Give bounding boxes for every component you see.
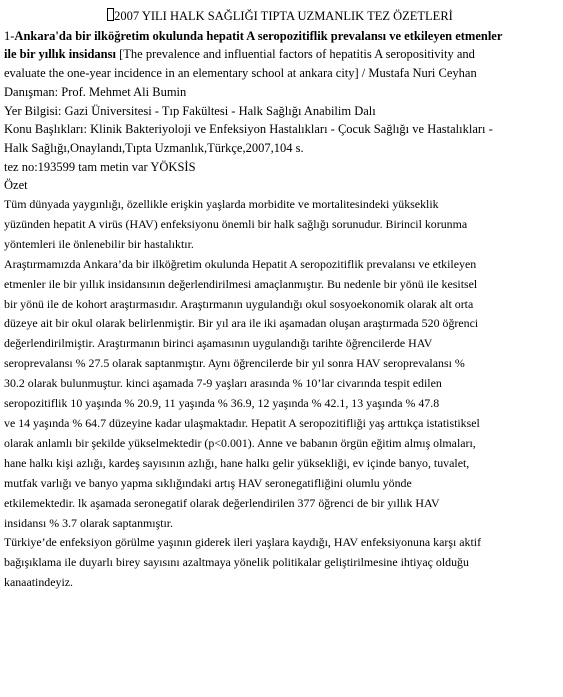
thesis-english-title-1: [The prevalence and influential factors of hepatitis A seropositivity and: [115, 47, 475, 62]
thesis-number: tez no:193599 tam metin var YÖKSİS: [4, 159, 196, 174]
summary-line: ve 14 yaşında % 64.7 düzeyine kadar ulaşmaktadır. Hepatit A seropozitifliği yaş arttıkça istatistiksel: [4, 416, 480, 430]
summary-line: yüzünden hepatit A virüs (HAV) enfeksiyonu önemli bir halk sağlığı sorunudur. Birincil korunma: [4, 216, 468, 231]
thesis-number-prefix: 1-: [4, 28, 15, 43]
document-header-title: 2007 YILI HALK SAĞLIĞI TIPTA UZMANLIK TEZ ÖZETLERİ: [114, 9, 453, 23]
thesis-location: Yer Bilgisi: Gazi Üniversitesi - Tıp Fakültesi - Halk Sağlığı Anabilim Dalı: [4, 103, 376, 118]
thesis-title-line-2: [4, 45, 556, 64]
summary-line: mutfak varlığı ve banyo yapma sıklığındaki artış HAV seronegatifliğini olumlu yönde: [4, 475, 412, 490]
summary-line: Tüm dünyada yaygınlığı, özellikle erişkin yaşlarda morbidite ve mortalitesindeki yükseklik: [4, 197, 439, 212]
summary-line: değerlendirilmiştir. Araştırmanın birinci aşamasının uygulandığı tarihte öğrencilerde HAV: [4, 336, 433, 351]
thesis-english-title-2: evaluate the one-year incidence in an elementary school at ankara city] / Mustafa Nuri Ceyhan: [4, 66, 477, 81]
summary-line: hane halkı kişi azlığı, kardeş sayısının azlığı, hane halkı gelir yüksekliği, ev içinde banyo, tuvalet,: [4, 455, 470, 470]
thesis-abstract-page: [4, 7, 556, 593]
summary-line: bağışıklama ile duyarlı birey sayısını azaltmaya yönelik politikalar geliştirilmesine ihtiyaç olduğu: [4, 555, 469, 570]
thesis-title-bold-2: ile bir yıllık insidansı: [4, 47, 116, 62]
summary-line: 30.2 olarak bulunmuştur. kinci aşamada 7-9 yaşları arasında % 10’lar civarında tespit edilen: [4, 376, 442, 391]
summary-line: seropozitiflik 10 yaşında % 20.9, 11 yaşında % 36.9, 12 yaşında % 42.1, 13 yaşında % 47.8: [4, 396, 440, 411]
summary-line: Araştırmamızda Ankara’da bir ilköğretim okulunda Hepatit A seropozitiflik prevalansı ve etkileyen: [4, 256, 477, 271]
thesis-subjects-2: Halk Sağlığı,Onaylandı,Tıpta Uzmanlık,Türkçe,2007,104 s.: [4, 140, 304, 155]
summary-line: Türkiye’de enfeksiyon görülme yaşının giderek ileri yaşlara kaydığı, HAV enfeksiyonuna karşı aktif: [4, 535, 482, 550]
summary-line: etkilemektedir. lk aşamada seronegatif olarak değerlendirilen 377 öğrenci de bir yıllık HAV: [4, 495, 440, 510]
document-header: [4, 7, 556, 26]
summary-line: yöntemleri ile önlenebilir bir hastalıktır.: [4, 236, 194, 251]
thesis-advisor: Danışman: Prof. Mehmet Ali Bumin: [4, 84, 187, 99]
summary-line: etmenler ile bir yıllık insidansının değerlendirilmesi amaçlanmıştır. Bu nedenle bir yönü ile kesitsel: [4, 276, 478, 291]
summary-line: düzeye ait bir okul olarak belirlenmiştir. Bir yıl ara ile iki aşamadan oluşan araştırmada 520 öğrenci: [4, 316, 479, 331]
summary-line: kanaatindeyiz.: [4, 575, 73, 590]
thesis-title-bold-1: Ankara'da bir ilköğretim okulunda hepatit A seropozitiflik prevalansı ve etkileyen etmenler: [14, 28, 503, 43]
summary-heading: Özet: [4, 178, 28, 193]
summary-line: olarak anlamlı bir şekilde yükselmektedir (p<0.001). Anne ve babanın örgün eğitim almış olmaları,: [4, 435, 476, 450]
thesis-subjects-1: Konu Başlıkları: Klinik Bakteriyoloji ve Enfeksiyon Hastalıkları - Çocuk Sağlığı ve Hastalıkları -: [4, 122, 493, 137]
summary-line: insidansı % 3.7 olarak saptanmıştır.: [4, 515, 174, 530]
summary-line: bir yönü ile de kohort araştırmasıdır. Araştırmanın uygulandığı okul sosyoekonomik olarak alt orta: [4, 296, 474, 311]
summary-line: seroprevalansı % 27.5 olarak saptanmıştır. Aynı öğrencilerde bir yıl sonra HAV seroprevalansı %: [4, 356, 465, 371]
summary-body: [4, 195, 556, 593]
thesis-title-line-1: [4, 27, 556, 46]
